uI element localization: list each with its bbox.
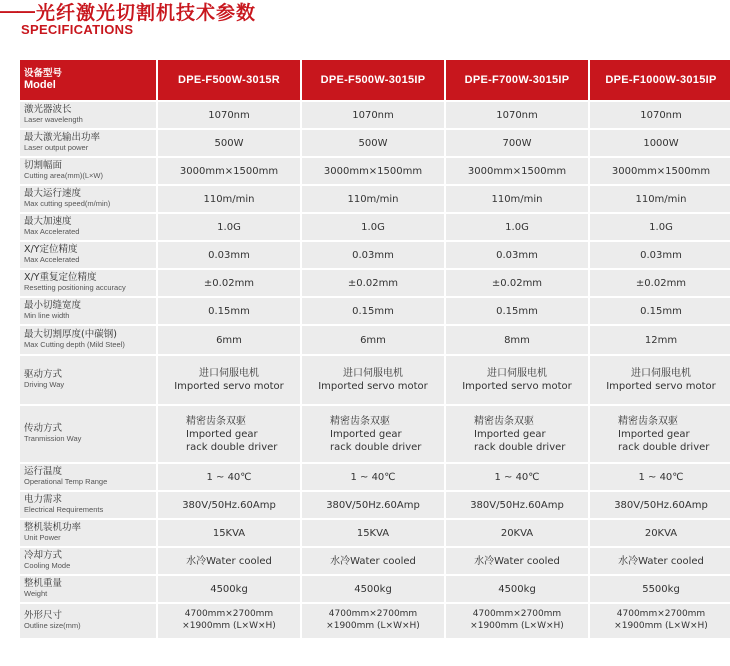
model-header (20, 60, 156, 100)
spec-value-line: 进口伺服电机 (343, 368, 403, 379)
table-row (20, 242, 730, 268)
spec-label-en: Outline size(mm) (24, 621, 81, 631)
spec-label (20, 356, 156, 404)
spec-label-en: Electrical Requirements (24, 505, 104, 515)
spec-value-line: rack double driver (474, 441, 566, 453)
spec-value: 1070nm (590, 102, 730, 128)
spec-label-en: Unit Power (24, 533, 61, 543)
spec-value: 0.15mm (302, 298, 444, 324)
spec-value-line: Imported gear (618, 428, 690, 440)
spec-value-line: Imported servo motor (606, 381, 716, 392)
spec-value-line: Imported servo motor (462, 381, 572, 392)
spec-value: 3000mm×1500mm (446, 158, 588, 184)
spec-value: 1000W (590, 130, 730, 156)
spec-label-en: Weight (24, 589, 48, 599)
spec-value: ±0.02mm (302, 270, 444, 296)
spec-value: 0.03mm (446, 242, 588, 268)
spec-value: 0.03mm (302, 242, 444, 268)
spec-label (20, 186, 156, 212)
spec-value-line: 精密齿条双驱 (186, 415, 246, 427)
table-row (20, 270, 730, 296)
spec-value-line: 4700mm×2700mm (184, 609, 274, 620)
spec-value: 3000mm×1500mm (302, 158, 444, 184)
spec-value-line: ×1900mm (L×W×H) (614, 621, 708, 631)
spec-value (302, 406, 444, 462)
spec-label-cn: X/Y重复定位精度 (24, 272, 97, 284)
spec-label-cn: 激光器波长 (24, 104, 72, 116)
spec-label-cn: 最大加速度 (24, 216, 72, 228)
spec-value-line: ×1900mm (L×W×H) (326, 621, 420, 631)
spec-value: 0.15mm (590, 298, 730, 324)
spec-label (20, 158, 156, 184)
page-title: 光纤激光切割机技术参数 (36, 1, 257, 24)
spec-value: ±0.02mm (446, 270, 588, 296)
spec-value: ±0.02mm (590, 270, 730, 296)
spec-value: 15KVA (302, 520, 444, 546)
spec-value (446, 406, 588, 462)
spec-label-cn: 最大激光输出功率 (24, 132, 101, 144)
spec-label-en: Max Accelerated (24, 255, 80, 265)
spec-value: 1070nm (158, 102, 300, 128)
spec-value: 380V/50Hz.60Amp (302, 492, 444, 518)
spec-label-cn: 冷却方式 (24, 550, 63, 562)
spec-label-en: Max Accelerated (24, 227, 80, 237)
page-subtitle: SPECIFICATIONS (21, 22, 134, 37)
spec-label-en: Laser wavelength (24, 115, 83, 125)
spec-value: 1.0G (302, 214, 444, 240)
spec-value-line: rack double driver (330, 441, 422, 453)
spec-value: 4500kg (302, 576, 444, 602)
spec-value-line: Imported gear (474, 428, 546, 440)
model-column-header: DPE-F700W-3015IP (446, 60, 588, 100)
spec-value: 15KVA (158, 520, 300, 546)
table-row (20, 326, 730, 354)
spec-label (20, 604, 156, 638)
spec-value-line: 进口伺服电机 (487, 368, 547, 379)
table-row (20, 492, 730, 518)
spec-label (20, 326, 156, 354)
spec-value: 20KVA (590, 520, 730, 546)
spec-value-line: 精密齿条双驱 (474, 415, 534, 427)
spec-value (302, 356, 444, 404)
spec-value: 20KVA (446, 520, 588, 546)
spec-value: 1070nm (302, 102, 444, 128)
page-header (0, 0, 730, 48)
model-column-header: DPE-F1000W-3015IP (590, 60, 730, 100)
spec-value: 1.0G (590, 214, 730, 240)
spec-value: 1.0G (446, 214, 588, 240)
spec-value: 4500kg (446, 576, 588, 602)
spec-label (20, 406, 156, 462)
spec-value: 0.15mm (158, 298, 300, 324)
spec-label-en: Resetting positioning accuracy (24, 283, 126, 293)
spec-value: 110m/min (158, 186, 300, 212)
spec-label (20, 492, 156, 518)
spec-value (158, 604, 300, 638)
spec-value: 500W (158, 130, 300, 156)
spec-value-line: rack double driver (186, 441, 278, 453)
table-row (20, 464, 730, 490)
spec-value-line: Imported servo motor (174, 381, 284, 392)
table-row (20, 214, 730, 240)
spec-value-line: 4700mm×2700mm (328, 609, 418, 620)
spec-value-line: Imported servo motor (318, 381, 428, 392)
spec-label (20, 242, 156, 268)
spec-value: 700W (446, 130, 588, 156)
spec-label (20, 520, 156, 546)
model-label-en: Model (24, 79, 56, 92)
spec-value: 500W (302, 130, 444, 156)
spec-label (20, 270, 156, 296)
spec-label-en: Operational Temp Range (24, 477, 108, 487)
spec-value: 水冷Water cooled (302, 548, 444, 574)
spec-value-line: rack double driver (618, 441, 710, 453)
spec-label-cn: 最小切缝宽度 (24, 300, 82, 312)
table-row (20, 186, 730, 212)
spec-label-en: Cooling Mode (24, 561, 71, 571)
spec-label-en: Cutting area(mm)(L×W) (24, 171, 103, 181)
spec-value: 5500kg (590, 576, 730, 602)
table-row (20, 576, 730, 602)
spec-label-cn: 运行温度 (24, 466, 63, 478)
title-row (0, 0, 256, 22)
spec-value-line: ×1900mm (L×W×H) (470, 621, 564, 631)
spec-label (20, 464, 156, 490)
spec-label-en: Driving Way (24, 380, 65, 390)
spec-label (20, 130, 156, 156)
spec-label (20, 102, 156, 128)
spec-value (590, 604, 730, 638)
spec-value (446, 604, 588, 638)
table-row (20, 102, 730, 128)
spec-value-line: 进口伺服电机 (199, 368, 259, 379)
spec-label-cn: 驱动方式 (24, 369, 63, 381)
spec-label-cn: 最大运行速度 (24, 188, 82, 200)
spec-label-cn: X/Y定位精度 (24, 244, 78, 256)
spec-value: 8mm (446, 326, 588, 354)
spec-label-cn: 切割幅面 (24, 160, 63, 172)
spec-value (302, 604, 444, 638)
spec-label (20, 576, 156, 602)
spec-label-en: Min line width (24, 311, 70, 321)
table-row (20, 356, 730, 404)
spec-value: 380V/50Hz.60Amp (158, 492, 300, 518)
spec-value: 3000mm×1500mm (158, 158, 300, 184)
spec-value: 380V/50Hz.60Amp (590, 492, 730, 518)
model-column-header: DPE-F500W-3015R (158, 60, 300, 100)
spec-label-en: Laser output power (24, 143, 89, 153)
table-row (20, 130, 730, 156)
spec-value (446, 356, 588, 404)
spec-value: 1 ~ 40℃ (302, 464, 444, 490)
spec-value (590, 406, 730, 462)
spec-label-cn: 整机装机功率 (24, 522, 82, 534)
spec-value: 水冷Water cooled (158, 548, 300, 574)
spec-value-line: 精密齿条双驱 (618, 415, 678, 427)
spec-label (20, 298, 156, 324)
spec-label-cn: 传动方式 (24, 423, 63, 435)
spec-value (158, 356, 300, 404)
spec-value-line: 4700mm×2700mm (616, 609, 706, 620)
spec-value-line: 精密齿条双驱 (330, 415, 390, 427)
table-row (20, 406, 730, 462)
spec-label-cn: 整机重量 (24, 578, 63, 590)
spec-value-line: Imported gear (330, 428, 402, 440)
spec-label-en: Max Cutting depth (Mild Steel) (24, 340, 125, 350)
spec-label-cn: 最大切割厚度(中碳钢) (24, 329, 117, 341)
spec-value: 6mm (302, 326, 444, 354)
table-row (20, 548, 730, 574)
spec-value (158, 406, 300, 462)
table-row (20, 158, 730, 184)
spec-value: 3000mm×1500mm (590, 158, 730, 184)
spec-value: 110m/min (446, 186, 588, 212)
model-label-cn: 设备型号 (24, 67, 63, 79)
spec-value (590, 356, 730, 404)
spec-value-line: ×1900mm (L×W×H) (182, 621, 276, 631)
spec-label (20, 214, 156, 240)
header-row (20, 60, 730, 100)
spec-label-cn: 外形尺寸 (24, 610, 63, 622)
spec-value: 水冷Water cooled (446, 548, 588, 574)
spec-value: 0.15mm (446, 298, 588, 324)
spec-value: 4500kg (158, 576, 300, 602)
spec-value: 380V/50Hz.60Amp (446, 492, 588, 518)
model-column-header: DPE-F500W-3015IP (302, 60, 444, 100)
spec-value: 12mm (590, 326, 730, 354)
spec-value: 1.0G (158, 214, 300, 240)
spec-value: 1070nm (446, 102, 588, 128)
spec-label (20, 548, 156, 574)
spec-value: 0.03mm (590, 242, 730, 268)
spec-value: 水冷Water cooled (590, 548, 730, 574)
table-row (20, 520, 730, 546)
spec-value-line: 4700mm×2700mm (472, 609, 562, 620)
spec-value: 0.03mm (158, 242, 300, 268)
table-row (20, 298, 730, 324)
spec-value: 110m/min (302, 186, 444, 212)
spec-label-cn: 电力需求 (24, 494, 63, 506)
spec-value-line: Imported gear (186, 428, 258, 440)
spec-label-en: Tranmission Way (24, 434, 82, 444)
spec-value: 6mm (158, 326, 300, 354)
spec-table (18, 58, 730, 640)
spec-label-en: Max cutting speed(m/min) (24, 199, 111, 209)
spec-value: 1 ~ 40℃ (158, 464, 300, 490)
table-row (20, 604, 730, 638)
spec-value: 1 ~ 40℃ (590, 464, 730, 490)
spec-value-line: 进口伺服电机 (631, 368, 691, 379)
spec-value: 1 ~ 40℃ (446, 464, 588, 490)
title-dash: —— (0, 0, 34, 21)
spec-value: 110m/min (590, 186, 730, 212)
spec-value: ±0.02mm (158, 270, 300, 296)
